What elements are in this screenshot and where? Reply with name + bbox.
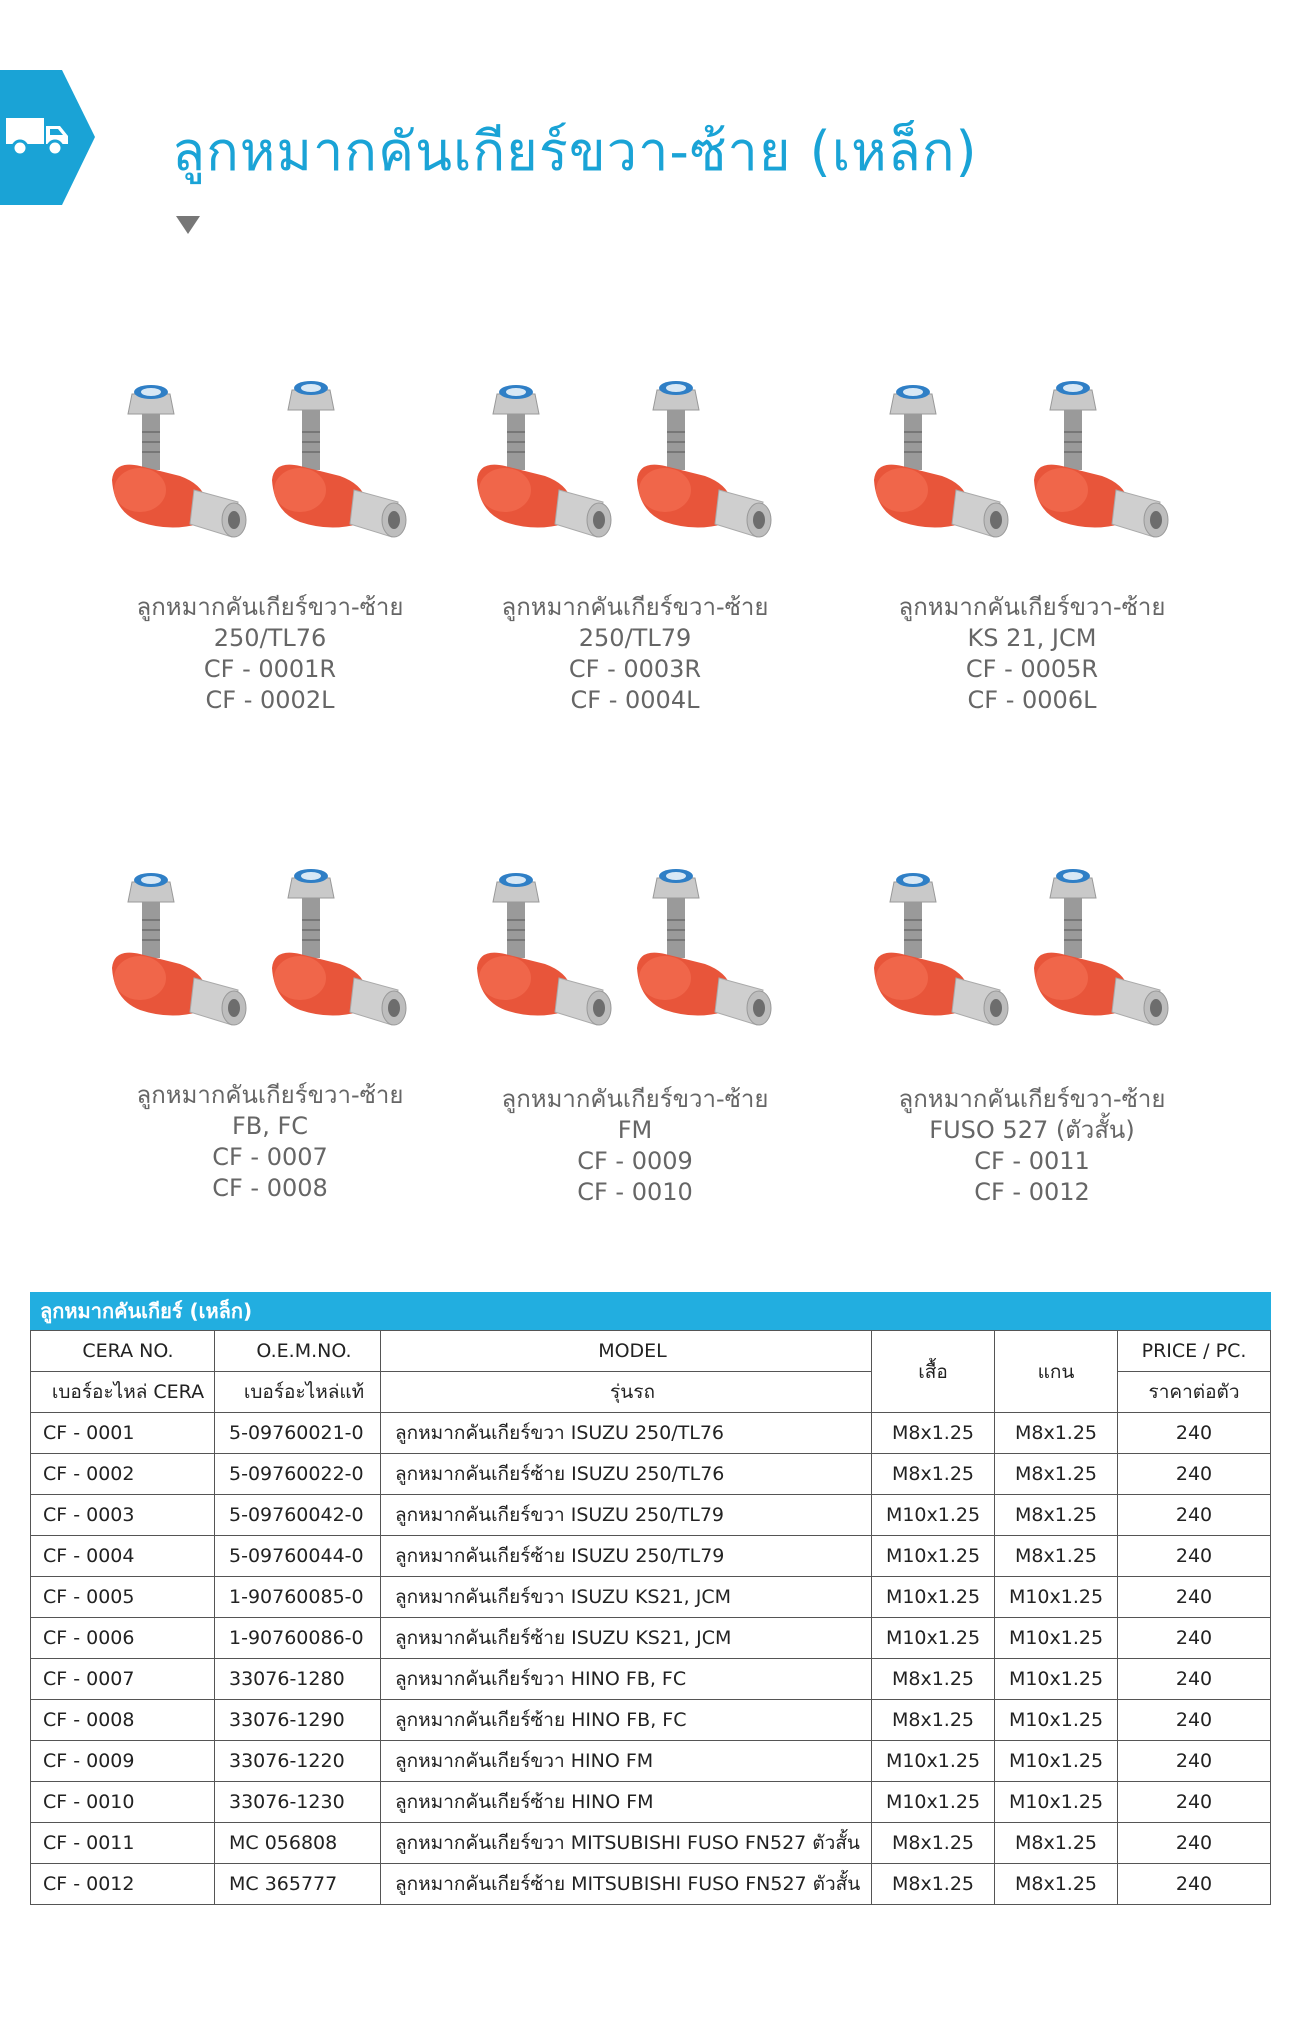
cell-shaft: M8x1.25 — [995, 1536, 1118, 1577]
product-name: ลูกหมากคันเกียร์ขวา-ซ้าย — [501, 1085, 769, 1113]
cell-shell: M8x1.25 — [872, 1864, 995, 1905]
cell-price: 240 — [1118, 1741, 1271, 1782]
cell-model: ลูกหมากคันเกียร์ซ้าย ISUZU 250/TL79 — [381, 1536, 872, 1577]
cell-oem-no: 33076-1290 — [215, 1700, 381, 1741]
table-row — [31, 1700, 1271, 1741]
table-row — [31, 1577, 1271, 1618]
page-title: ลูกหมากคันเกียร์ขวา-ซ้าย (เหล็ก) — [172, 120, 978, 183]
cell-oem-no: 1-90760085-0 — [215, 1577, 381, 1618]
cell-oem-no: 33076-1220 — [215, 1741, 381, 1782]
cell-model: ลูกหมากคันเกียร์ขวา ISUZU 250/TL79 — [381, 1495, 872, 1536]
cell-model: ลูกหมากคันเกียร์ซ้าย ISUZU 250/TL76 — [381, 1454, 872, 1495]
product-image — [862, 860, 1202, 1060]
product-code-l: CF - 0010 — [577, 1178, 693, 1206]
cell-model: ลูกหมากคันเกียร์ซ้าย MITSUBISHI FUSO FN527 ตัวสั้น — [381, 1864, 872, 1905]
header-shaft: แกน — [995, 1331, 1118, 1413]
product-name: ลูกหมากคันเกียร์ขวา-ซ้าย — [136, 1081, 404, 1109]
truck-banner-icon — [0, 70, 95, 205]
cell-price: 240 — [1118, 1864, 1271, 1905]
header-price-th: ราคาต่อตัว — [1118, 1372, 1271, 1413]
cell-shaft: M8x1.25 — [995, 1413, 1118, 1454]
cell-shaft: M10x1.25 — [995, 1618, 1118, 1659]
product-card — [455, 860, 815, 1208]
cell-shell: M8x1.25 — [872, 1454, 995, 1495]
cell-price: 240 — [1118, 1413, 1271, 1454]
product-code-r: CF - 0009 — [577, 1147, 693, 1175]
cell-cera-no: CF - 0003 — [31, 1495, 215, 1536]
product-image — [100, 860, 440, 1060]
cell-oem-no: 33076-1280 — [215, 1659, 381, 1700]
table-row — [31, 1659, 1271, 1700]
cell-cera-no: CF - 0001 — [31, 1413, 215, 1454]
cell-price: 240 — [1118, 1495, 1271, 1536]
cell-shell: M8x1.25 — [872, 1413, 995, 1454]
cell-price: 240 — [1118, 1700, 1271, 1741]
cell-cera-no: CF - 0012 — [31, 1864, 215, 1905]
table-row — [31, 1741, 1271, 1782]
parts-table — [30, 1292, 1271, 1905]
cell-oem-no: 5-09760021-0 — [215, 1413, 381, 1454]
product-image — [465, 372, 805, 572]
header-model-th: รุ่นรถ — [381, 1372, 872, 1413]
cell-price: 240 — [1118, 1618, 1271, 1659]
cell-price: 240 — [1118, 1782, 1271, 1823]
cell-price: 240 — [1118, 1659, 1271, 1700]
cell-shaft: M10x1.25 — [995, 1577, 1118, 1618]
cell-cera-no: CF - 0007 — [31, 1659, 215, 1700]
cell-shaft: M10x1.25 — [995, 1659, 1118, 1700]
cell-shaft: M8x1.25 — [995, 1864, 1118, 1905]
cell-cera-no: CF - 0008 — [31, 1700, 215, 1741]
cell-model: ลูกหมากคันเกียร์ขวา MITSUBISHI FUSO FN527 ตัวสั้น — [381, 1823, 872, 1864]
product-name: ลูกหมากคันเกียร์ขวา-ซ้าย — [898, 593, 1166, 621]
cell-shaft: M10x1.25 — [995, 1741, 1118, 1782]
header-model: MODEL — [381, 1331, 872, 1372]
cell-model: ลูกหมากคันเกียร์ซ้าย HINO FM — [381, 1782, 872, 1823]
table-row — [31, 1413, 1271, 1454]
product-code-r: CF - 0007 — [212, 1143, 328, 1171]
product-image — [100, 372, 440, 572]
cell-shell: M8x1.25 — [872, 1659, 995, 1700]
cell-model: ลูกหมากคันเกียร์ขวา ISUZU KS21, JCM — [381, 1577, 872, 1618]
cell-cera-no: CF - 0002 — [31, 1454, 215, 1495]
cell-oem-no: 1-90760086-0 — [215, 1618, 381, 1659]
cell-shaft: M10x1.25 — [995, 1782, 1118, 1823]
cell-cera-no: CF - 0010 — [31, 1782, 215, 1823]
cell-oem-no: MC 056808 — [215, 1823, 381, 1864]
product-card — [455, 372, 815, 716]
product-image — [862, 372, 1202, 572]
header-oem-no-th: เบอร์อะไหล่แท้ — [215, 1372, 381, 1413]
cell-cera-no: CF - 0005 — [31, 1577, 215, 1618]
cell-oem-no: 5-09760042-0 — [215, 1495, 381, 1536]
product-model: FM — [617, 1116, 653, 1144]
table-row — [31, 1536, 1271, 1577]
product-image — [465, 860, 805, 1060]
product-code-r: CF - 0011 — [974, 1147, 1090, 1175]
cell-cera-no: CF - 0011 — [31, 1823, 215, 1864]
cell-price: 240 — [1118, 1577, 1271, 1618]
cell-price: 240 — [1118, 1536, 1271, 1577]
cell-shaft: M8x1.25 — [995, 1454, 1118, 1495]
cell-shell: M10x1.25 — [872, 1618, 995, 1659]
header-shell: เสื้อ — [872, 1331, 995, 1413]
table-row — [31, 1864, 1271, 1905]
cell-oem-no: MC 365777 — [215, 1864, 381, 1905]
product-name: ลูกหมากคันเกียร์ขวา-ซ้าย — [501, 593, 769, 621]
product-card — [852, 372, 1212, 716]
cell-cera-no: CF - 0009 — [31, 1741, 215, 1782]
cell-shaft: M8x1.25 — [995, 1823, 1118, 1864]
product-model: 250/TL79 — [578, 624, 692, 652]
cell-shell: M10x1.25 — [872, 1577, 995, 1618]
table-row — [31, 1495, 1271, 1536]
product-code-r: CF - 0003R — [568, 655, 702, 683]
table-row — [31, 1823, 1271, 1864]
header-price: PRICE / PC. — [1118, 1331, 1271, 1372]
product-model: FUSO 527 (ตัวสั้น) — [929, 1116, 1135, 1144]
cell-cera-no: CF - 0004 — [31, 1536, 215, 1577]
header-cera-no: CERA NO. — [31, 1331, 215, 1372]
product-name: ลูกหมากคันเกียร์ขวา-ซ้าย — [898, 1085, 1166, 1113]
cell-model: ลูกหมากคันเกียร์ซ้าย HINO FB, FC — [381, 1700, 872, 1741]
product-code-r: CF - 0001R — [203, 655, 337, 683]
header-oem-no: O.E.M.NO. — [215, 1331, 381, 1372]
cell-shell: M8x1.25 — [872, 1823, 995, 1864]
cell-shaft: M10x1.25 — [995, 1700, 1118, 1741]
cell-oem-no: 5-09760044-0 — [215, 1536, 381, 1577]
product-card — [852, 860, 1212, 1208]
product-model: 250/TL76 — [213, 624, 327, 652]
product-model: KS 21, JCM — [967, 624, 1097, 652]
table-row — [31, 1782, 1271, 1823]
cell-price: 240 — [1118, 1823, 1271, 1864]
product-name: ลูกหมากคันเกียร์ขวา-ซ้าย — [136, 593, 404, 621]
cell-cera-no: CF - 0006 — [31, 1618, 215, 1659]
cell-shell: M8x1.25 — [872, 1700, 995, 1741]
cell-shell: M10x1.25 — [872, 1741, 995, 1782]
cell-price: 240 — [1118, 1454, 1271, 1495]
cell-model: ลูกหมากคันเกียร์ขวา ISUZU 250/TL76 — [381, 1413, 872, 1454]
cell-shell: M10x1.25 — [872, 1495, 995, 1536]
table-title: ลูกหมากคันเกียร์ (เหล็ก) — [30, 1292, 1271, 1330]
cell-oem-no: 5-09760022-0 — [215, 1454, 381, 1495]
product-code-l: CF - 0012 — [974, 1178, 1090, 1206]
product-code-l: CF - 0002L — [205, 686, 335, 714]
table-row — [31, 1454, 1271, 1495]
cell-shell: M10x1.25 — [872, 1782, 995, 1823]
cell-model: ลูกหมากคันเกียร์ขวา HINO FM — [381, 1741, 872, 1782]
product-card — [90, 860, 450, 1204]
product-code-r: CF - 0005R — [965, 655, 1099, 683]
product-model: FB, FC — [231, 1112, 309, 1140]
cell-shaft: M8x1.25 — [995, 1495, 1118, 1536]
header-cera-no-th: เบอร์อะไหล่ CERA — [31, 1372, 215, 1413]
product-code-l: CF - 0006L — [967, 686, 1097, 714]
product-card — [90, 372, 450, 716]
cell-oem-no: 33076-1230 — [215, 1782, 381, 1823]
cell-model: ลูกหมากคันเกียร์ขวา HINO FB, FC — [381, 1659, 872, 1700]
triangle-down-icon — [176, 216, 200, 234]
cell-shell: M10x1.25 — [872, 1536, 995, 1577]
product-code-l: CF - 0008 — [212, 1174, 328, 1202]
cell-model: ลูกหมากคันเกียร์ซ้าย ISUZU KS21, JCM — [381, 1618, 872, 1659]
product-code-l: CF - 0004L — [570, 686, 700, 714]
table-row — [31, 1618, 1271, 1659]
